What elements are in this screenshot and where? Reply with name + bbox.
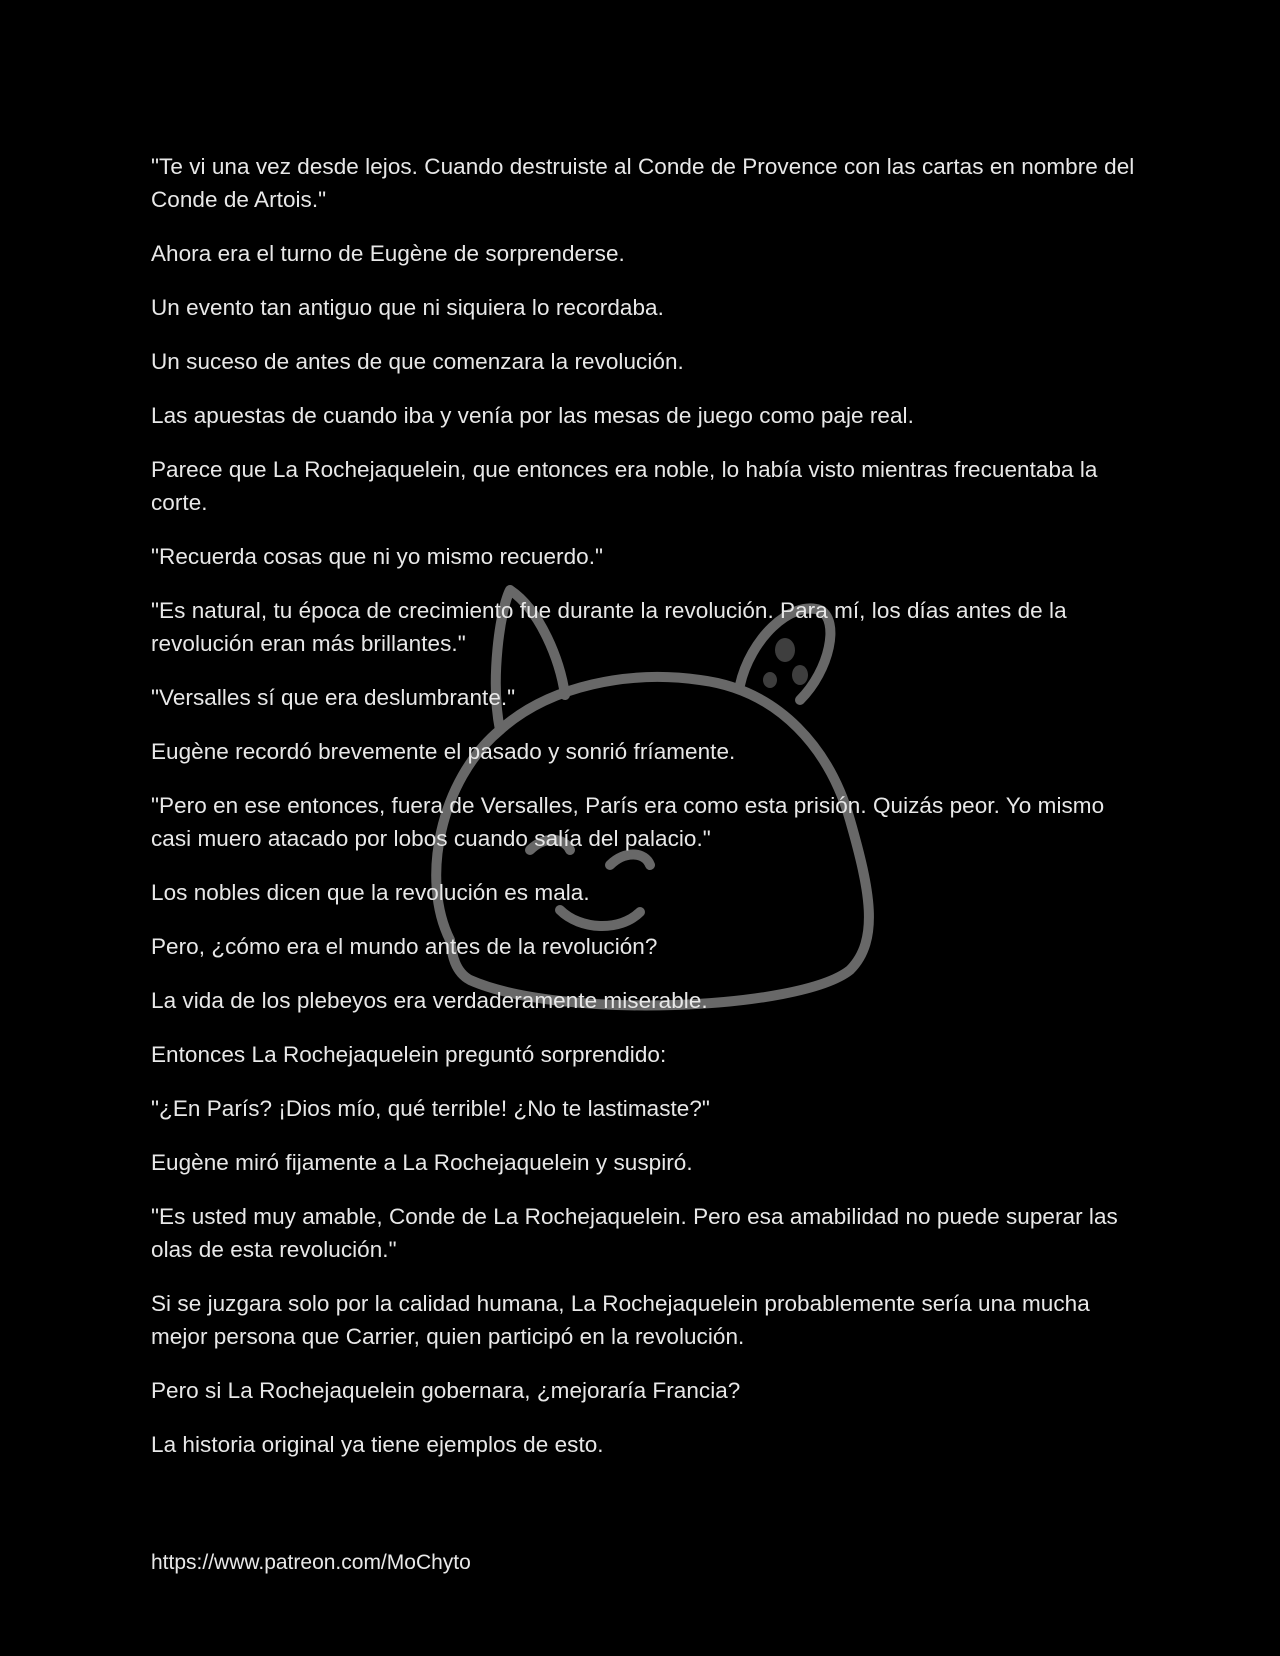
paragraph: "Pero en ese entonces, fuera de Versalles, París era como esta prisión. Quizás peor. Yo mismo casi muero atacado por lobos cuando salía del palacio."	[151, 793, 1105, 851]
paragraph: Los nobles dicen que la revolución es mala.	[151, 880, 590, 905]
paragraph: La vida de los plebeyos era verdaderamente miserable.	[151, 988, 708, 1013]
paragraph: Un suceso de antes de que comenzara la revolución.	[151, 349, 684, 374]
paragraph: Eugène miró fijamente a La Rochejaquelein y suspiró.	[151, 1150, 693, 1175]
paragraph: "Recuerda cosas que ni yo mismo recuerdo."	[151, 544, 604, 569]
paragraph: Las apuestas de cuando iba y venía por las mesas de juego como paje real.	[151, 403, 914, 428]
paragraph: "Te vi una vez desde lejos. Cuando destruiste al Conde de Provence con las cartas en nombre del Conde de Artois."	[151, 154, 1135, 212]
paragraph: Pero, ¿cómo era el mundo antes de la revolución?	[151, 934, 658, 959]
paragraph: "Es usted muy amable, Conde de La Rochejaquelein. Pero esa amabilidad no puede superar las olas de esta revolución."	[151, 1204, 1118, 1262]
paragraph: La historia original ya tiene ejemplos de esto.	[151, 1432, 604, 1457]
paragraph: "¿En París? ¡Dios mío, qué terrible! ¿No te lastimaste?"	[151, 1096, 710, 1121]
paragraph: "Es natural, tu época de crecimiento fue durante la revolución. Para mí, los días antes de la revolución eran más brillantes."	[151, 598, 1067, 656]
paragraph: Si se juzgara solo por la calidad humana, La Rochejaquelein probablemente sería una mucha mejor persona que Carrier, quien participó en la revolución.	[151, 1291, 1090, 1349]
paragraph: "Versalles sí que era deslumbrante."	[151, 685, 516, 710]
patreon-link[interactable]: https://www.patreon.com/MoChyto	[151, 1551, 471, 1574]
chapter-text	[151, 150, 1136, 1482]
paragraph: Ahora era el turno de Eugène de sorprenderse.	[151, 241, 625, 266]
paragraph: Entonces La Rochejaquelein preguntó sorprendido:	[151, 1042, 667, 1067]
paragraph: Pero si La Rochejaquelein gobernara, ¿mejoraría Francia?	[151, 1378, 741, 1403]
paragraph: Un evento tan antiguo que ni siquiera lo recordaba.	[151, 295, 664, 320]
paragraph: Parece que La Rochejaquelein, que entonces era noble, lo había visto mientras frecuentaba la corte.	[151, 457, 1098, 515]
paragraph: Eugène recordó brevemente el pasado y sonrió fríamente.	[151, 739, 736, 764]
